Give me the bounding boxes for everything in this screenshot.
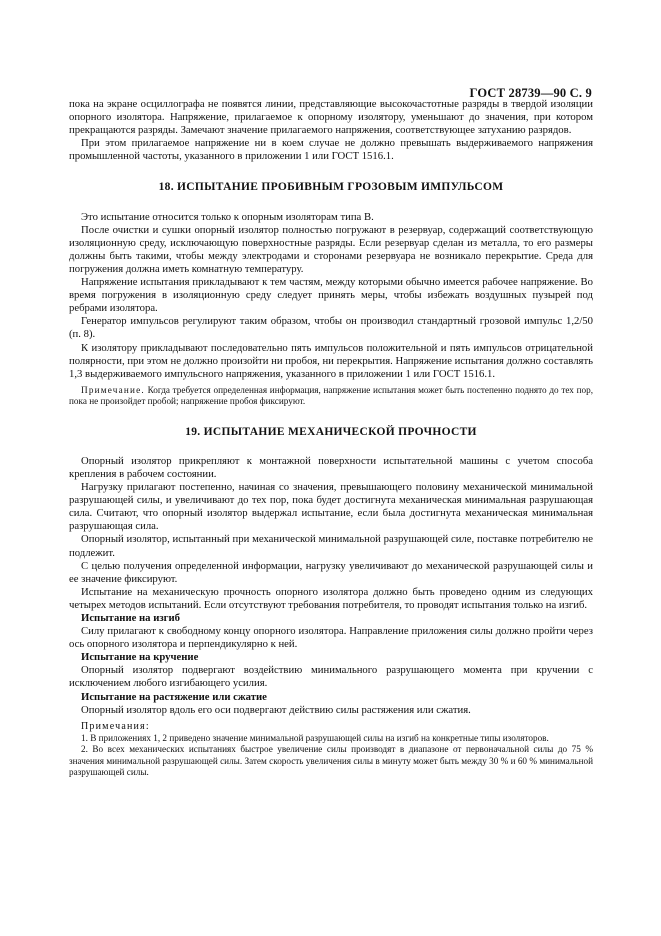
- paragraph: К изолятору прикладывают последовательно пять импульсов положительной и пять импульсов отрицательной полярности, при этом не должно произойти ни пробоя, ни перекрытия. Напряжение испытания должно составлять 1,3 выдерживаемого импульсного напряжения, указанного в приложении 1 или ГОСТ 1516.1.: [69, 341, 593, 380]
- paragraph: При этом прилагаемое напряжение ни в коем случае не должно превышать выдерживаемого напряжения промышленной частоты, указанного в приложении 1 или ГОСТ 1516.1.: [69, 137, 593, 163]
- paragraph: пока на экране осциллографа не появятся линии, представляющие высокочастотные разряды в твердой изоляции опорного изолятора. Напряжение, прилагаемое к опорному изолятору, уменьшают до значения, при котором прекращаются разряды. Замечают значение прилагаемого напряжения, соответствующее затуханию разрядов.: [69, 98, 593, 137]
- paragraph: Напряжение испытания прикладывают к тем частям, между которыми обычно имеется рабочее напряжение. Во время погружения в изоляционную среду следует принять меры, чтобы избежать воздушных пузырей под ребрами изолятора.: [69, 276, 593, 315]
- note: 1. В приложениях 1, 2 приведено значение минимальной разрушающей силы на изгиб на конкретные типы изоляторов.: [81, 732, 549, 743]
- paragraph: Это испытание относится только к опорным изоляторам типа В.: [81, 210, 374, 223]
- paragraph: Опорный изолятор вдоль его оси подвергают действию силы растяжения или сжатия.: [81, 703, 471, 716]
- note-text: Когда требуется определенная информация, напряжение испытания может быть постепенно поднято до тех пор, пока не произойдет пробой; напряжение пробоя фиксируют.: [69, 384, 593, 407]
- paragraph: Опорный изолятор подвергают воздействию минимального разрушающего момента при кручении с исключением любого изгибающего усилия.: [69, 664, 593, 690]
- note: 2. Во всех механических испытаниях быстрое увеличение силы производят в диапазоне от первоначальной силы до 75 % значения минимальной разрушающей силы. Затем скорость увеличения силы в минуту может быть между 30 % и 60 % минимальной разрушающей силы.: [69, 744, 593, 778]
- paragraph: Опорный изолятор, испытанный при механической минимальной разрушающей силе, поставке потребителю не подлежит.: [69, 533, 593, 559]
- document-body: [69, 98, 593, 779]
- paragraph: С целью получения определенной информации, нагрузку увеличивают до механической разрушающей силы и ее значение фиксируют.: [69, 559, 593, 585]
- paragraph: Испытание на механическую прочность опорного изолятора должно быть проведено одним из следующих четырех методов испытаний. Если отсутствуют требования потребителя, то проводят испытания только на изгиб.: [69, 585, 593, 611]
- paragraph: Опорный изолятор прикрепляют к монтажной поверхности испытательной машины с учетом способа крепления в рабочем состоянии.: [69, 454, 593, 480]
- subheading-tension: Испытание на растяжение или сжатие: [81, 690, 267, 703]
- subheading-bend: Испытание на изгиб: [81, 612, 180, 624]
- section-18-title: 18. ИСПЫТАНИЕ ПРОБИВНЫМ ГРОЗОВЫМ ИМПУЛЬСОМ: [158, 181, 504, 194]
- section-19-title: 19. ИСПЫТАНИЕ МЕХАНИЧЕСКОЙ ПРОЧНОСТИ: [185, 425, 477, 438]
- paragraph: Силу прилагают к свободному концу опорного изолятора. Направление приложения силы должно пройти через ось опорного изолятора и перпендикулярно к ней.: [69, 625, 593, 651]
- paragraph: Генератор импульсов регулируют таким образом, чтобы он производил стандартный грозовой импульс 1,2/50 (п. 8).: [69, 315, 593, 341]
- subheading-twist: Испытание на кручение: [81, 651, 199, 664]
- note-label: Примечание.: [81, 384, 145, 395]
- note: [69, 385, 593, 408]
- page-header: ГОСТ 28739—90 С. 9: [469, 86, 592, 100]
- notes-label: Примечания:: [81, 720, 150, 732]
- paragraph: Нагрузку прилагают постепенно, начиная со значения, превышающего половину механической минимальной разрушающей силы, и увеличивают до тех пор, пока будет достигнута механическая минимальная разрушающая сила. Считают, что опорный изолятор выдержал испытание, если была достигнута механическая минимальная разрушающая сила.: [69, 481, 593, 533]
- paragraph: После очистки и сушки опорный изолятор полностью погружают в резервуар, содержащий соответствующую изоляционную среду, исключающую поверхностные разряды. Если резервуар сделан из металла, то его размеры должны быть такими, чтобы между электродами и сторонами резервуара не возникало перекрытие. Среда для погружения должна иметь комнатную температуру.: [69, 223, 593, 275]
